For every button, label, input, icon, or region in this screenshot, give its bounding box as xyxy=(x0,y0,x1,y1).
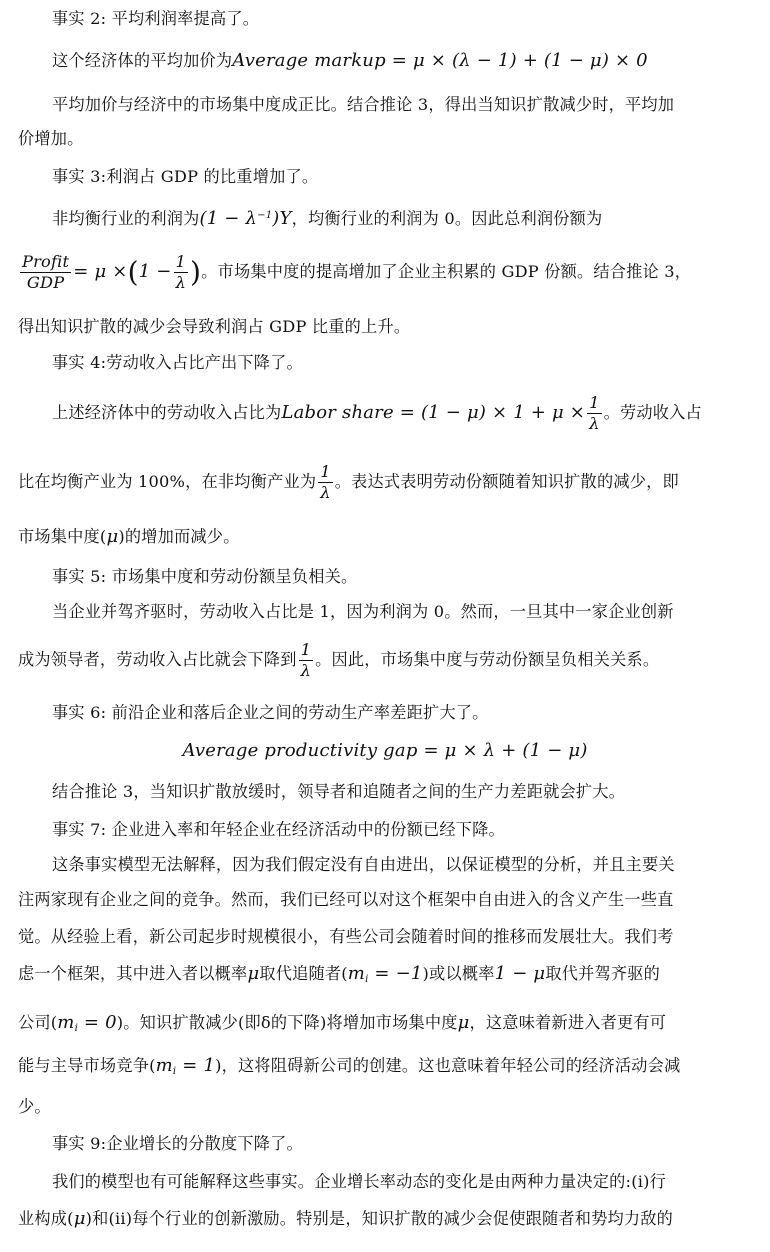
paragraph-line: 价增加。 xyxy=(18,129,84,148)
equation-average-productivity-gap: Average productivity gap = μ × λ + (1 − μ) xyxy=(182,740,588,761)
equation-labor-share: Labor share = (1 − μ) × 1 + μ × xyxy=(281,402,586,423)
fact-4-heading: 事实 4:劳动收入占比产出下降了。 xyxy=(52,353,303,372)
text: 。市场集中度的提高增加了企业主积累的 GDP 份额。结合推论 3， xyxy=(201,262,692,281)
fraction-one-over-lambda: $\frac{1}{\lambda}$ xyxy=(320,462,331,502)
average-markup-paragraph xyxy=(0,50,770,72)
paragraph-line: 我们的模型也有可能解释这些事实。企业增长率动态的变化是由两种力量决定的:(i)行 xyxy=(52,1172,667,1191)
paragraph-line: 平均加价与经济中的市场集中度成正比。结合推论 3，得出当知识扩散减少时，平均加 xyxy=(52,95,675,114)
paragraph-line: 少。 xyxy=(18,1097,51,1116)
text: ，均衡行业的利润为 0。因此总利润份额为 xyxy=(291,209,603,228)
fact-6-heading: 事实 6: 前沿企业和落后企业之间的劳动生产率差距扩大了。 xyxy=(52,703,489,722)
text: 。劳动收入占 xyxy=(603,403,702,422)
text: 非均衡行业的利润为 xyxy=(52,209,200,228)
paragraph-line: 这条事实模型无法解释，因为我们假定没有自由进出，以保证模型的分析，并且主要关 xyxy=(52,855,675,874)
paragraph-line: 注两家现有企业之间的竞争。然而，我们已经可以对这个框架中自由进入的含义产生一些直 xyxy=(18,890,674,909)
fraction-one-over-lambda: $\frac{1}{\lambda}$ xyxy=(589,393,600,433)
fact-3-heading: 事实 3:利润占 GDP 的比重增加了。 xyxy=(52,167,319,186)
paragraph-line: 觉。从经验上看，新公司起步时规模很小，有些公司会随着时间的推移而发展壮大。我们考 xyxy=(18,927,674,946)
labor-share-paragraph xyxy=(0,393,770,434)
equation-average-markup: Average markup = μ × (λ − 1) + (1 − μ) × 0 xyxy=(232,50,648,71)
paragraph-line: 能与主导市场竞争$(m_i = 1)$，这将阻碍新公司的创建。这也意味着年轻公司的经济活动会减 xyxy=(18,1055,681,1077)
equation-profit: $(1 - \lambda^{-1})Y$ xyxy=(199,208,292,229)
text: 上述经济体中的劳动收入占比为 xyxy=(52,403,282,422)
fraction-profit-gdp: $\frac{\text{Profit}}{\text{GDP}}$ xyxy=(22,252,70,292)
paren-open: ( xyxy=(127,255,139,289)
paragraph-line: 结合推论 3，当知识扩散放缓时，领导者和追随者之间的生产力差距就会扩大。 xyxy=(52,782,626,801)
paragraph-line: 虑一个框架，其中进入者以概率μ取代追随者$(m_i = -1)$或以概率1 − μ取代并驾齐驱的 xyxy=(18,963,661,985)
paragraph-line: 当企业并驾齐驱时，劳动收入占比是 1，因为利润为 0。然而，一旦其中一家企业创新 xyxy=(52,602,674,621)
fraction-one-over-lambda: $\frac{1}{\lambda}$ xyxy=(300,640,312,680)
profit-paragraph xyxy=(0,205,770,230)
profit-share-formula-line xyxy=(0,252,770,293)
equation-part: 1 − xyxy=(138,261,172,282)
paren-close: ) xyxy=(190,255,202,289)
paragraph-line: 市场集中度(μ)的增加而减少。 xyxy=(18,526,240,547)
fraction-one-over-lambda: $\frac{1}{\lambda}$ xyxy=(175,252,187,292)
paragraph-line: 得出知识扩散的减少会导致利润占 GDP 比重的上升。 xyxy=(18,317,411,336)
fact-9-heading: 事实 9:企业增长的分散度下降了。 xyxy=(52,1134,303,1153)
equation-part: = μ × xyxy=(73,261,128,282)
fact-7-heading: 事实 7: 企业进入率和年轻企业在经济活动中的份额已经下降。 xyxy=(52,820,505,839)
text: 。表达式表明劳动份额随着知识扩散的减少，即 xyxy=(334,472,679,491)
labor-share-paragraph-line xyxy=(0,462,770,503)
text: 这个经济体的平均加价为 xyxy=(52,51,233,70)
fact-5-heading: 事实 5: 市场集中度和劳动份额呈负相关。 xyxy=(52,567,358,586)
paragraph-line: 成为领导者，劳动收入占比就会下降到 $\frac{1}{\lambda}$ 。因此，市场集中度与劳动份额呈负相关关系。 xyxy=(18,640,660,680)
paragraph-line: 公司$(m_i = 0)$。知识扩散减少(即δ的下降)将增加市场集中度μ，这意味着新进入者更有可 xyxy=(18,1012,667,1034)
paragraph-line: 业构成(μ)和(ii)每个行业的创新激励。特别是，知识扩散的减少会促使跟随者和势均力敌的 xyxy=(18,1208,674,1229)
text: 比在均衡产业为 100%，在非均衡产业为 xyxy=(18,472,317,491)
fact-2-heading: 事实 2: 平均利润率提高了。 xyxy=(52,9,260,28)
